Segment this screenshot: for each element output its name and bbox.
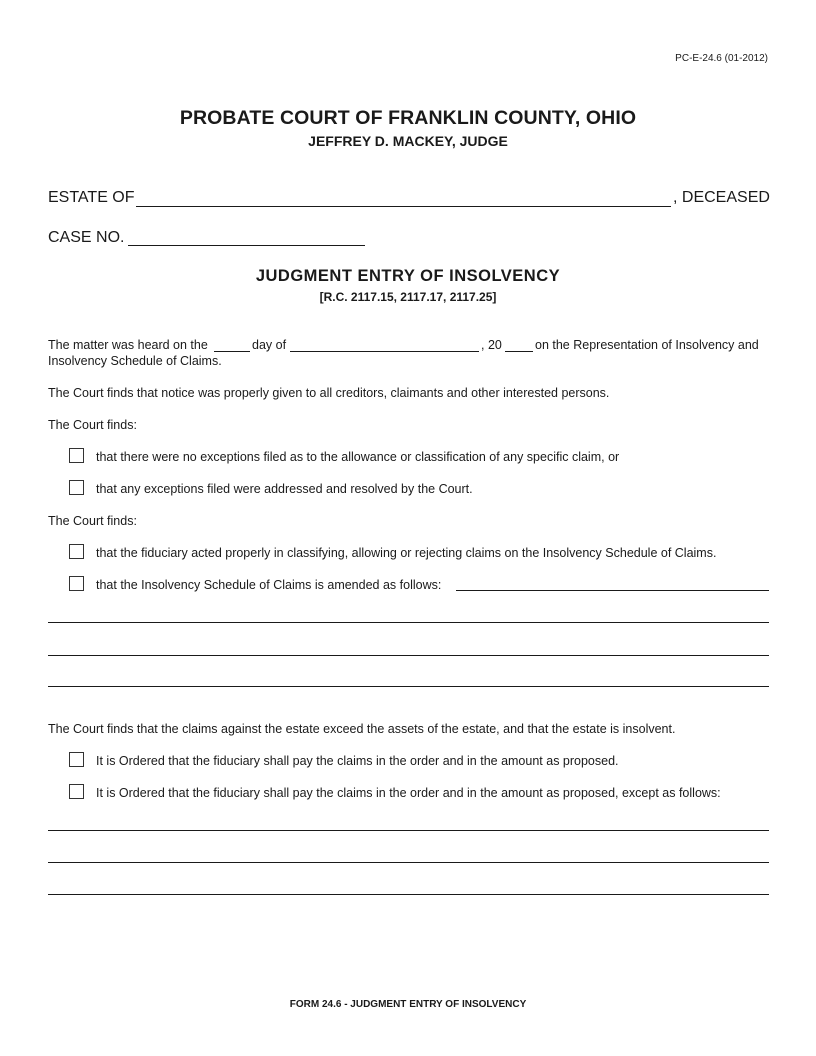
amendment-line[interactable]: [48, 686, 769, 687]
notice-text: The Court finds that notice was properly given to all creditors, claimants and other interested persons.: [48, 386, 610, 400]
amendment-line[interactable]: [48, 655, 769, 656]
hearing-text-part3: , 20: [481, 338, 502, 352]
form-id: PC-E-24.6 (01-2012): [675, 53, 768, 64]
hearing-year-field[interactable]: [505, 338, 533, 352]
schedule-amended-text: that the Insolvency Schedule of Claims is amended as follows:: [96, 578, 442, 592]
insolvent-text: The Court finds that the claims against the estate exceed the assets of the estate, and that the estate is insolvent.: [48, 722, 676, 736]
hearing-text-part1: The matter was heard on the: [48, 338, 208, 352]
fiduciary-proper-checkbox[interactable]: [69, 544, 84, 559]
fiduciary-proper-text: that the fiduciary acted properly in classifying, allowing or rejecting claims on the Insolvency Schedule of Claims.: [96, 546, 717, 560]
no-exceptions-checkbox[interactable]: [69, 448, 84, 463]
order-with-exceptions-checkbox[interactable]: [69, 784, 84, 799]
exceptions-line[interactable]: [48, 815, 769, 831]
exceptions-resolved-checkbox[interactable]: [69, 480, 84, 495]
court-finds-label: The Court finds:: [48, 418, 137, 432]
document-title: JUDGMENT ENTRY OF INSOLVENCY: [255, 267, 561, 285]
deceased-label: , DECEASED: [673, 189, 770, 206]
hearing-day-field[interactable]: [214, 338, 250, 352]
estate-of-label: ESTATE OF: [48, 189, 135, 206]
footer-label: FORM 24.6 - JUDGMENT ENTRY OF INSOLVENCY: [289, 999, 527, 1010]
no-exceptions-text: that there were no exceptions filed as to the allowance or classification of any specific claim, or: [96, 450, 620, 464]
order-with-exceptions-text: It is Ordered that the fiduciary shall pay the claims in the order and in the amount as proposed, except as follows:: [96, 786, 721, 800]
exceptions-line[interactable]: [48, 894, 769, 895]
exceptions-line[interactable]: [48, 862, 769, 863]
judge-name: JEFFREY D. MACKEY, JUDGE: [308, 133, 508, 149]
case-number-field[interactable]: [128, 229, 365, 246]
hearing-text-part4: on the Representation of Insolvency and: [535, 338, 759, 352]
case-number-label: CASE NO.: [48, 229, 125, 246]
court-title: PROBATE COURT OF FRANKLIN COUNTY, OHIO: [179, 107, 637, 129]
amendment-field[interactable]: [456, 576, 769, 591]
hearing-text-part2: day of: [252, 338, 287, 352]
schedule-amended-checkbox[interactable]: [69, 576, 84, 591]
order-as-proposed-checkbox[interactable]: [69, 752, 84, 767]
order-as-proposed-text: It is Ordered that the fiduciary shall pay the claims in the order and in the amount as proposed.: [96, 754, 619, 768]
hearing-month-field[interactable]: [290, 338, 479, 352]
court-finds-label: The Court finds:: [48, 514, 137, 528]
exceptions-resolved-text: that any exceptions filed were addressed and resolved by the Court.: [96, 482, 473, 496]
statute-reference: [R.C. 2117.15, 2117.17, 2117.25]: [319, 290, 497, 304]
hearing-text-line2: Insolvency Schedule of Claims.: [48, 354, 222, 368]
estate-name-field[interactable]: [136, 190, 671, 207]
amendment-line[interactable]: [48, 622, 769, 623]
